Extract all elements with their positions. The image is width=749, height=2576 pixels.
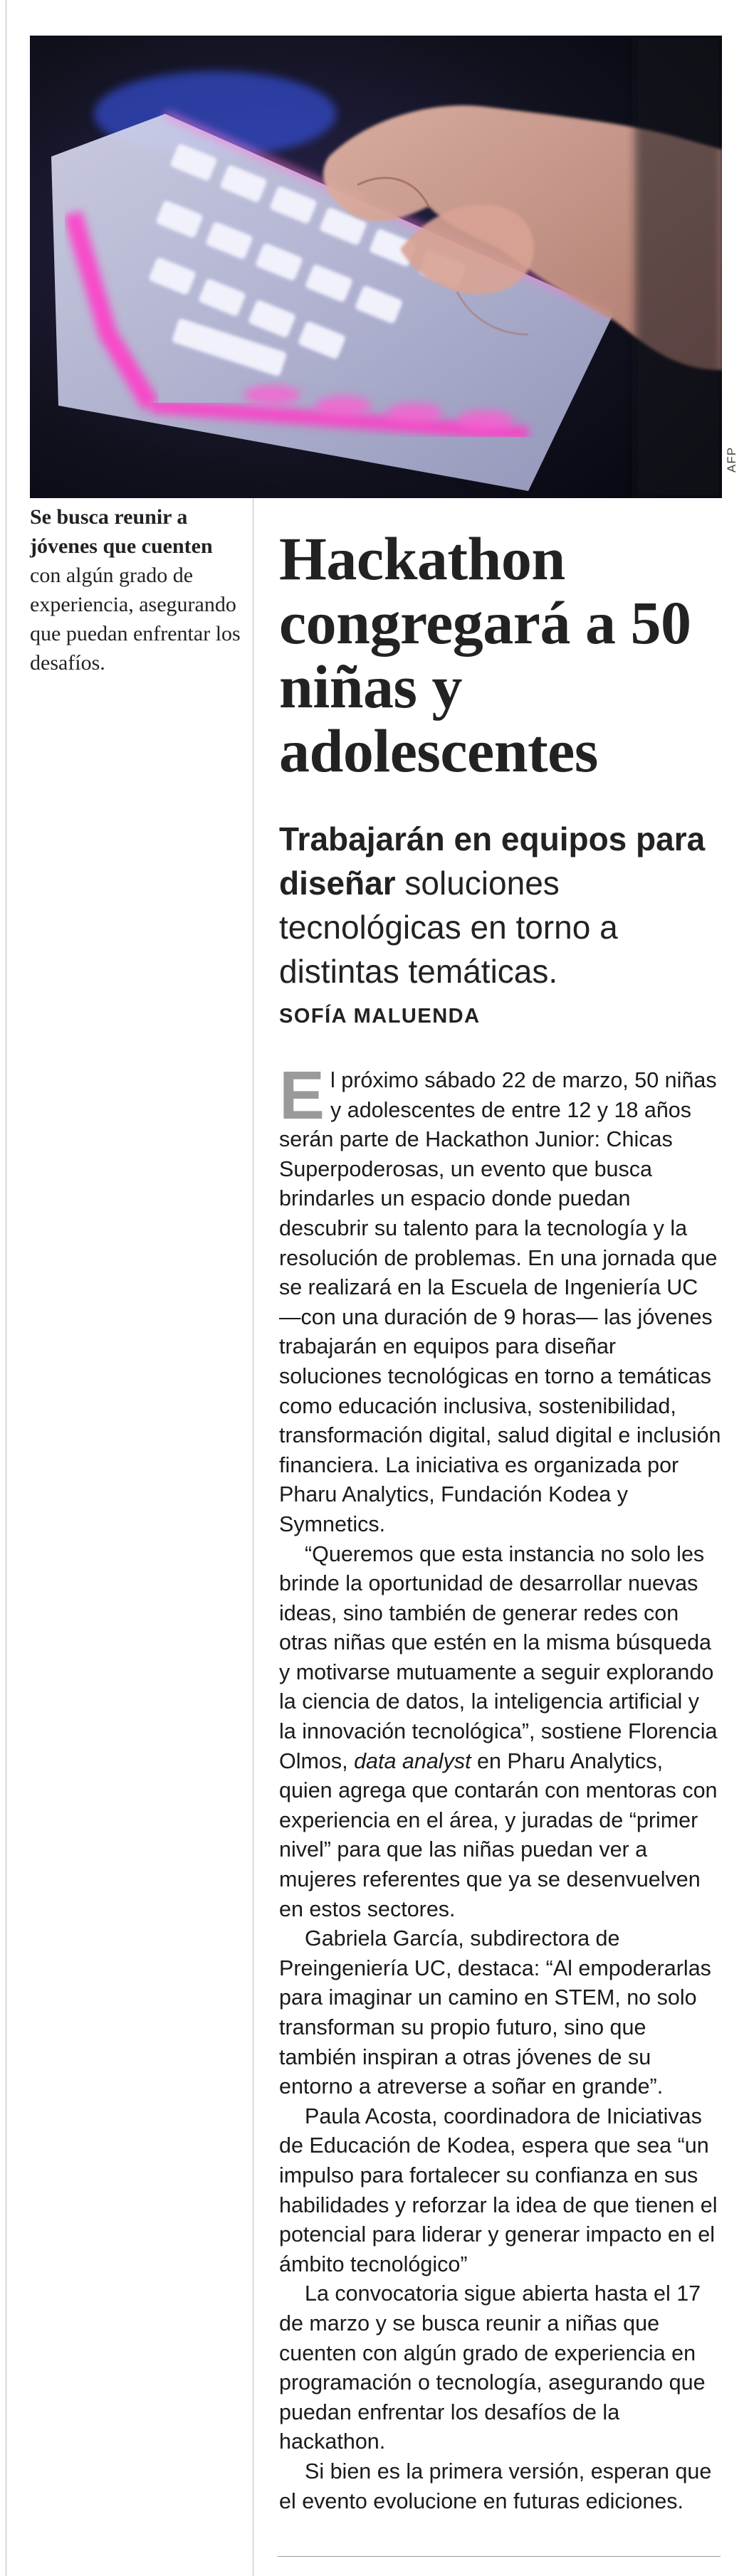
paragraph-2-text-b: en Pharu Analytics, quien agrega que contarán con mentoras con experiencia en el área, y juradas de “primer nivel” para que las niñas puedan ver a mujeres referentes que ya se desenvuelven en estos sectores.: [279, 1748, 718, 1921]
paragraph-3: Gabriela García, subdirectora de Preingeniería UC, destaca: “Al empoderarlas para imaginar un camino en STEM, no solo transforman su propio futuro, sino que también inspiran a otras jóvenes de su entorno a atreverse a soñar en grande”.: [279, 1926, 711, 2099]
article-end-rule: [278, 2556, 721, 2557]
paragraph-6: Si bien es la primera versión, esperan que el evento evolucione en futuras ediciones.: [279, 2459, 712, 2513]
dropcap: E: [279, 1057, 325, 1134]
paragraph-2: [279, 1540, 722, 1925]
caption-lead: Se busca reunir a jóvenes que cuenten: [30, 505, 213, 558]
subheadline-lead: Trabajarán en equipos para diseñar: [279, 820, 706, 902]
article-body: [279, 1057, 722, 2516]
paragraph-5: La convocatoria sigue abierta hasta el 17 de marzo y se busca reunir a niñas que cuenten con algún grado de experiencia en programación o tecnología, asegurando que puedan enfrentar los desafíos de la hackathon.: [279, 2281, 706, 2454]
keyboard-hands-photo: [30, 36, 722, 498]
paragraph-4: Paula Acosta, coordinadora de Iniciativas de Educación de Kodea, espera que sea “un impulso para fortalecer su confianza en sus habilidades y reforzar la idea de que tienen el potencial para liderar y generar impacto en el ámbito tecnológico”: [279, 2103, 718, 2276]
photo-credit: AFP: [725, 446, 738, 473]
byline: SOFÍA MALUENDA: [279, 1005, 481, 1028]
subheadline: [279, 817, 721, 993]
headline: Hackathon congregará a 50 niñas y adolescentes: [279, 524, 691, 785]
photo-caption: [30, 502, 241, 677]
paragraph-1-text: l próximo sábado 22 de marzo, 50 niñas y adolescentes de entre 12 y 18 años serán parte de Hackathon Junior: Chicas Superpoderosas, un evento que busca brindarles un espacio donde puedan descubrir su talento para la tecnología y la resolución de problemas. En una jornada que se realizará en la Escuela de Ingeniería UC —con una duración de 9 horas— las jóvenes trabajarán en equipos para diseñar soluciones tecnológicas en torno a temáticas como educación inclusiva, sostenibilidad, transformación digital, salud digital e inclusión financiera. La iniciativa es organizada por Pharu Analytics, Fundación Kodea y Symnetics.: [279, 1068, 721, 1536]
caption-text: con algún grado de experiencia, asegurando que puedan enfrentar los desafíos.: [30, 564, 241, 675]
paragraph-2-italic: data analyst: [354, 1748, 471, 1773]
subheadline-text: soluciones tecnológicas en torno a distintas temáticas.: [279, 865, 618, 990]
paragraph-1: [279, 1057, 722, 1540]
paragraph-2-text-a: “Queremos que esta instancia no solo les brinde la oportunidad de desarrollar nuevas ideas, sino también de generar redes con otras niñas que estén en la misma búsqueda y motivarse mutuamente a seguir explorando la ciencia de datos, la inteligencia artificial y la innovación tecnológica”, sostiene Florencia Olmos,: [279, 1541, 718, 1773]
